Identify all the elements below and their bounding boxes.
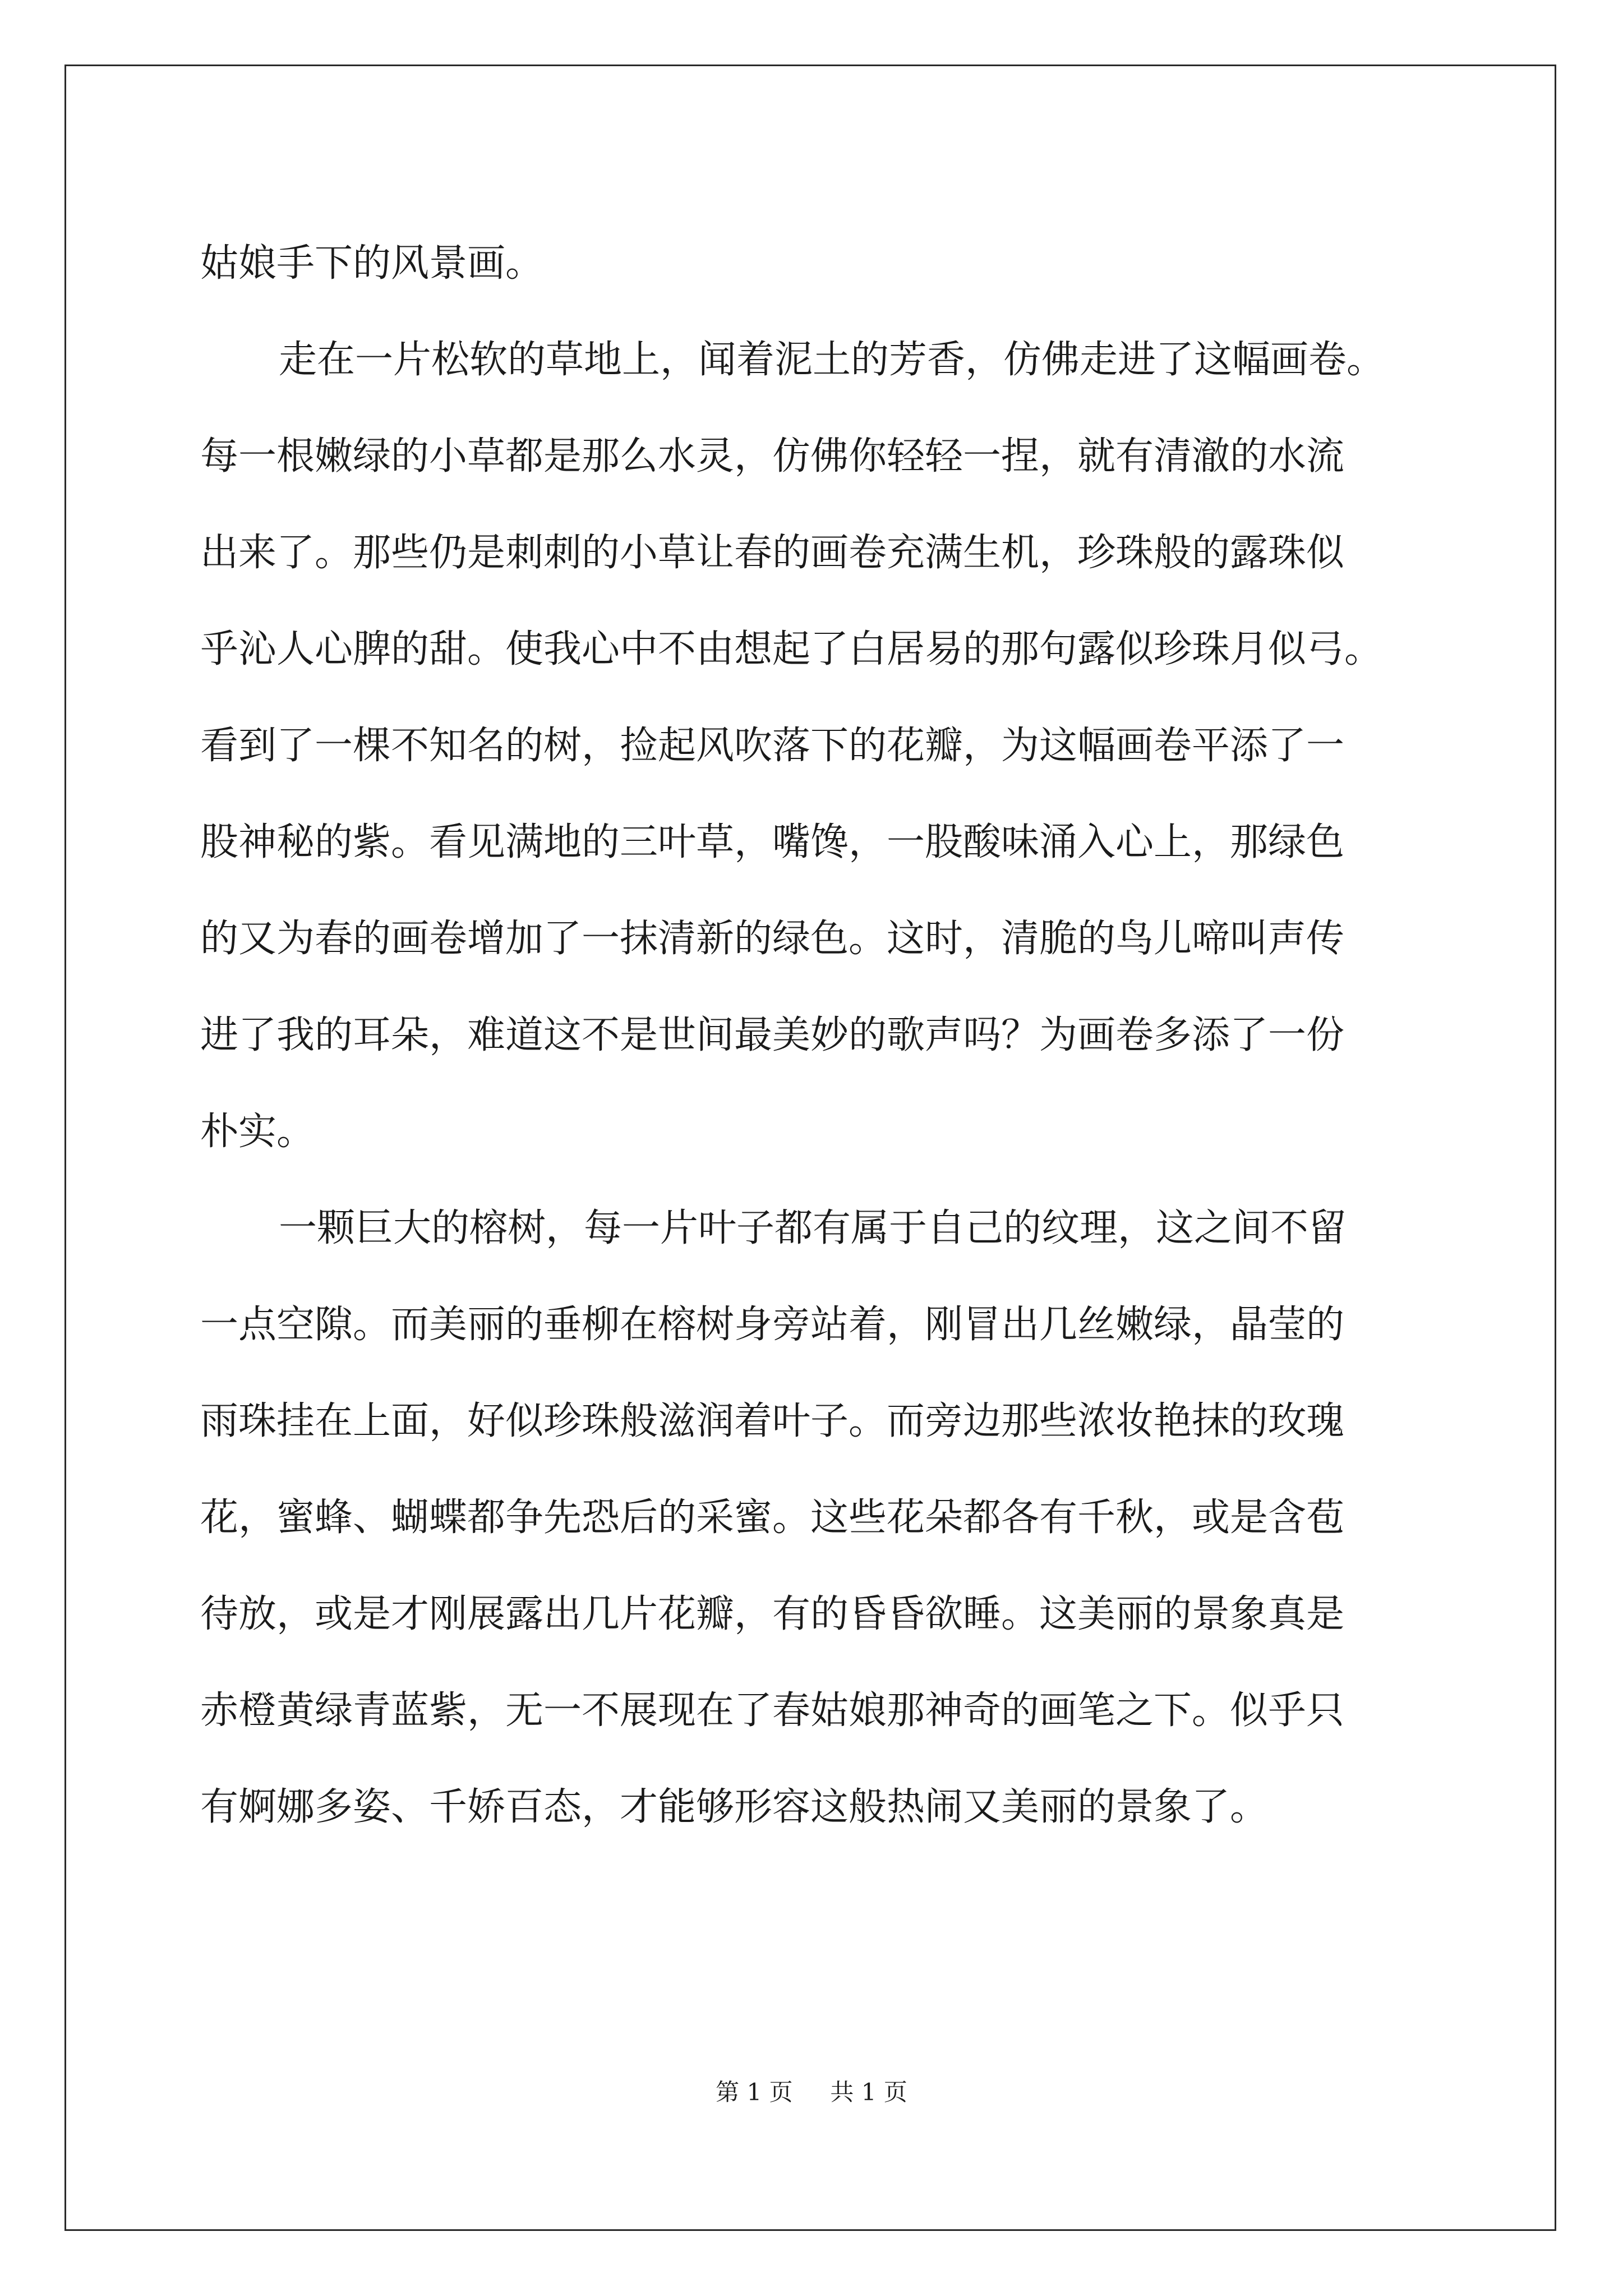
text-line: 看到了一棵不知名的树，捡起风吹落下的花瓣，为这幅画卷平添了一 <box>200 724 1345 768</box>
text-line: 乎沁人心脾的甜。使我心中不由想起了白居易的那句露似珍珠月似弓。 <box>200 627 1383 671</box>
text-line: 一颗巨大的榕树，每一片叶子都有属于自己的纹理，这之间不留 <box>279 1206 1347 1250</box>
text-line: 待放，或是才刚展露出几片花瓣，有的昏昏欲睡。这美丽的景象真是 <box>200 1592 1345 1636</box>
text-line: 有婀娜多姿、千娇百态，才能够形容这般热闹又美丽的景象了。 <box>200 1785 1269 1829</box>
page-total: 共 1 页 <box>830 2078 907 2106</box>
text-line: 的又为春的画卷增加了一抹清新的绿色。这时，清脆的鸟儿啼叫声传 <box>200 917 1345 961</box>
text-line: 股神秘的紫。看见满地的三叶草，嘴馋，一股酸味涌入心上，那绿色 <box>200 820 1345 864</box>
text-line: 每一根嫩绿的小草都是那么水灵，仿佛你轻轻一捏，就有清澈的水流 <box>200 434 1345 478</box>
text-line: 姑娘手下的风景画。 <box>200 241 544 286</box>
text-line: 走在一片松软的草地上，闻着泥土的芳香，仿佛走进了这幅画卷。 <box>279 338 1385 382</box>
text-line: 朴实。 <box>200 1110 315 1154</box>
text-line: 赤橙黄绿青蓝紫，无一不展现在了春姑娘那神奇的画笔之下。似乎只 <box>200 1688 1345 1733</box>
text-line: 进了我的耳朵，难道这不是世间最美妙的歌声吗？为画卷多添了一份 <box>200 1013 1345 1057</box>
document-body <box>200 215 1445 1856</box>
text-line: 一点空隙。而美丽的垂柳在榕树身旁站着，刚冒出几丝嫩绿，晶莹的 <box>200 1303 1345 1347</box>
text-line: 雨珠挂在上面，好似珍珠般滋润着叶子。而旁边那些浓妆艳抹的玫瑰 <box>200 1399 1345 1443</box>
page-footer <box>0 2076 1623 2109</box>
text-line: 出来了。那些仍是刺刺的小草让春的画卷充满生机，珍珠般的露珠似 <box>200 531 1345 575</box>
page-number: 第 1 页 <box>716 2078 793 2106</box>
text-line: 花，蜜蜂、蝴蝶都争先恐后的采蜜。这些花朵都各有千秋，或是含苞 <box>200 1496 1345 1540</box>
